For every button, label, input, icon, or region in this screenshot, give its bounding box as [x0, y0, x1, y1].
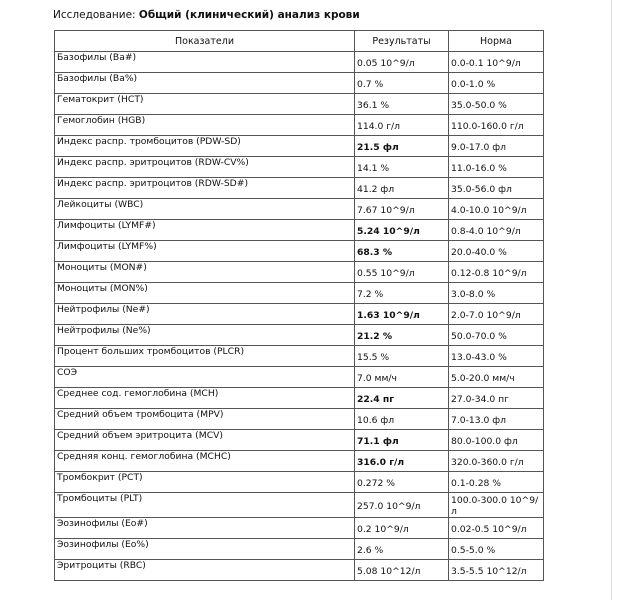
- indicator-name: Лимфоциты (LYMF#): [55, 220, 355, 241]
- result-value: 5.08 10^12/л: [355, 560, 449, 581]
- indicator-name: Базофилы (Ba#): [55, 52, 355, 73]
- table-row: [55, 220, 544, 241]
- table-row: [55, 346, 544, 367]
- result-value: 114.0 г/л: [355, 115, 449, 136]
- table-row: [55, 367, 544, 388]
- result-value: 15.5 %: [355, 346, 449, 367]
- indicator-name: Тромбокрит (PCT): [55, 472, 355, 493]
- table-row: [55, 115, 544, 136]
- norm-range: 0.0-0.1 10^9/л: [449, 52, 544, 73]
- indicator-name: Моноциты (MON#): [55, 262, 355, 283]
- norm-range: 0.0-1.0 %: [449, 73, 544, 94]
- result-value-abnormal: 68.3 %: [355, 241, 449, 262]
- table-row: [55, 493, 544, 518]
- table-row: [55, 94, 544, 115]
- indicator-name: Тромбоциты (PLT): [55, 493, 355, 518]
- table-row: [55, 451, 544, 472]
- indicator-name: Эритроциты (RBC): [55, 560, 355, 581]
- table-row: [55, 472, 544, 493]
- result-value-abnormal: 316.0 г/л: [355, 451, 449, 472]
- result-value: 7.67 10^9/л: [355, 199, 449, 220]
- result-value: 36.1 %: [355, 94, 449, 115]
- indicator-name: Лейкоциты (WBC): [55, 199, 355, 220]
- norm-range: 3.5-5.5 10^12/л: [449, 560, 544, 581]
- norm-range: 3.0-8.0 %: [449, 283, 544, 304]
- norm-range: 80.0-100.0 фл: [449, 430, 544, 451]
- result-value: 10.6 фл: [355, 409, 449, 430]
- norm-range: 110.0-160.0 г/л: [449, 115, 544, 136]
- result-value: 0.05 10^9/л: [355, 52, 449, 73]
- norm-range: 13.0-43.0 %: [449, 346, 544, 367]
- norm-range: 2.0-7.0 10^9/л: [449, 304, 544, 325]
- norm-range: 50.0-70.0 %: [449, 325, 544, 346]
- result-value-abnormal: 21.5 фл: [355, 136, 449, 157]
- table-row: [55, 73, 544, 94]
- table-row: [55, 241, 544, 262]
- table-header-row: [55, 31, 544, 52]
- table-row: [55, 388, 544, 409]
- norm-range: 7.0-13.0 фл: [449, 409, 544, 430]
- result-value-abnormal: 71.1 фл: [355, 430, 449, 451]
- column-header-norm: Норма: [449, 31, 544, 52]
- indicator-name: Моноциты (MON%): [55, 283, 355, 304]
- indicator-name: Нейтрофилы (Ne#): [55, 304, 355, 325]
- result-value: 0.272 %: [355, 472, 449, 493]
- result-value: 41.2 фл: [355, 178, 449, 199]
- table-row: [55, 430, 544, 451]
- table-row: [55, 178, 544, 199]
- indicator-name: СОЭ: [55, 367, 355, 388]
- norm-range: 11.0-16.0 %: [449, 157, 544, 178]
- table-row: [55, 52, 544, 73]
- table-row: [55, 136, 544, 157]
- norm-range: 0.12-0.8 10^9/л: [449, 262, 544, 283]
- result-value: 7.0 мм/ч: [355, 367, 449, 388]
- table-row: [55, 560, 544, 581]
- result-value: 0.7 %: [355, 73, 449, 94]
- norm-range: 5.0-20.0 мм/ч: [449, 367, 544, 388]
- table-row: [55, 199, 544, 220]
- indicator-name: Индекс распр. эритроцитов (RDW-CV%): [55, 157, 355, 178]
- table-row: [55, 157, 544, 178]
- indicator-name: Процент больших тромбоцитов (PLCR): [55, 346, 355, 367]
- indicator-name: Средний объем эритроцита (MCV): [55, 430, 355, 451]
- norm-range: 0.1-0.28 %: [449, 472, 544, 493]
- result-value: 0.55 10^9/л: [355, 262, 449, 283]
- norm-range: 9.0-17.0 фл: [449, 136, 544, 157]
- table-row: [55, 409, 544, 430]
- indicator-name: Средний объем тромбоцита (MPV): [55, 409, 355, 430]
- result-value: 14.1 %: [355, 157, 449, 178]
- page-heading: [53, 8, 360, 22]
- table-row: [55, 325, 544, 346]
- indicator-name: Базофилы (Ba%): [55, 73, 355, 94]
- indicator-name: Лимфоциты (LYMF%): [55, 241, 355, 262]
- result-value: 257.0 10^9/л: [355, 493, 449, 518]
- result-value-abnormal: 22.4 пг: [355, 388, 449, 409]
- result-value-abnormal: 1.63 10^9/л: [355, 304, 449, 325]
- norm-range: 320.0-360.0 г/л: [449, 451, 544, 472]
- indicator-name: Индекс распр. тромбоцитов (PDW-SD): [55, 136, 355, 157]
- norm-range: 20.0-40.0 %: [449, 241, 544, 262]
- table-row: [55, 539, 544, 560]
- table-row: [55, 262, 544, 283]
- norm-range: 0.8-4.0 10^9/л: [449, 220, 544, 241]
- indicator-name: Среднее сод. гемоглобина (MCH): [55, 388, 355, 409]
- heading-title: Общий (клинический) анализ крови: [138, 9, 360, 21]
- norm-range: 27.0-34.0 пг: [449, 388, 544, 409]
- result-value: 7.2 %: [355, 283, 449, 304]
- result-value-abnormal: 21.2 %: [355, 325, 449, 346]
- norm-range: 35.0-56.0 фл: [449, 178, 544, 199]
- norm-range: 0.5-5.0 %: [449, 539, 544, 560]
- result-value-abnormal: 5.24 10^9/л: [355, 220, 449, 241]
- indicator-name: Гематокрит (HCT): [55, 94, 355, 115]
- table-row: [55, 304, 544, 325]
- norm-range: 35.0-50.0 %: [449, 94, 544, 115]
- indicator-name: Средняя конц. гемоглобина (MCHC): [55, 451, 355, 472]
- indicator-name: Эозинофилы (Eo#): [55, 518, 355, 539]
- results-table: [54, 30, 544, 581]
- norm-range: 0.02-0.5 10^9/л: [449, 518, 544, 539]
- result-value: 2.6 %: [355, 539, 449, 560]
- table-row: [55, 518, 544, 539]
- indicator-name: Нейтрофилы (Ne%): [55, 325, 355, 346]
- page-edge-line: [611, 0, 612, 600]
- table-row: [55, 283, 544, 304]
- indicator-name: Индекс распр. эритроцитов (RDW-SD#): [55, 178, 355, 199]
- norm-range: 100.0-300.0 10^9/л: [449, 493, 544, 518]
- result-value: 0.2 10^9/л: [355, 518, 449, 539]
- norm-range: 4.0-10.0 10^9/л: [449, 199, 544, 220]
- column-header-indicator: Показатели: [55, 31, 355, 52]
- indicator-name: Гемоглобин (HGB): [55, 115, 355, 136]
- column-header-result: Результаты: [355, 31, 449, 52]
- indicator-name: Эозинофилы (Eo%): [55, 539, 355, 560]
- heading-label: Исследование:: [53, 9, 136, 21]
